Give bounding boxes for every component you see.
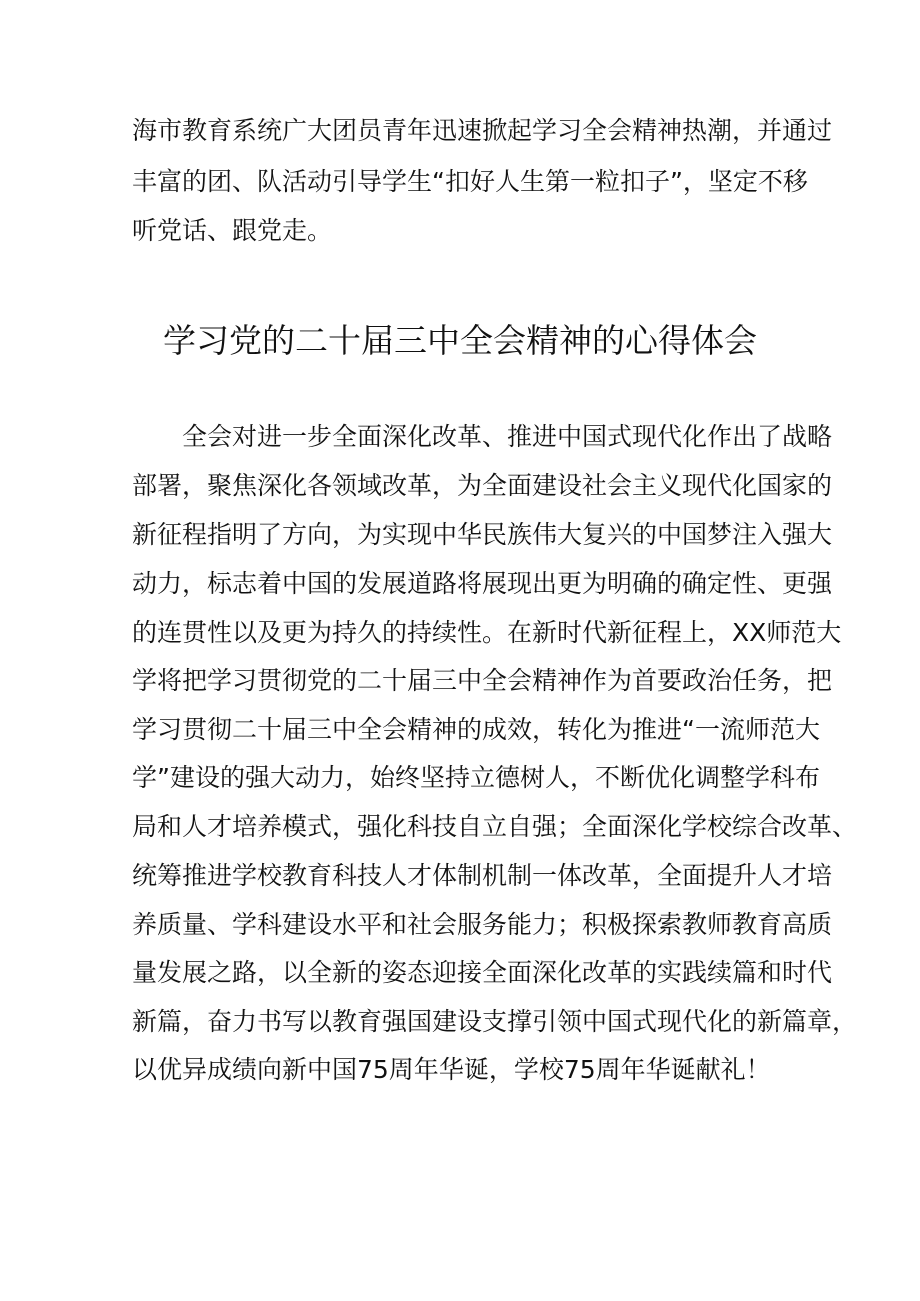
intro-line-2: 丰富的团、队活动引导学生“扣好人生第一粒扣子”，坚定不移 bbox=[132, 167, 808, 196]
body-line-12: 量发展之路，以全新的姿态迎接全面深化改革的实践续篇和时代 bbox=[132, 958, 833, 987]
document-title: 学习党的二十届三中全会精神的心得体会 bbox=[163, 321, 757, 360]
body-line-8: 学”建设的强大动力，始终坚持立德树人，不断优化调整学科布 bbox=[132, 763, 820, 792]
body-line-1: 全会对进一步全面深化改革、推进中国式现代化作出了战略 bbox=[132, 422, 833, 451]
body-line-5: 的连贯性以及更为持久的持续性。在新时代新征程上，XX师范大 bbox=[132, 618, 842, 647]
body-line-2: 部署，聚焦深化各领域改革，为全面建设社会主义现代化国家的 bbox=[132, 471, 833, 500]
body-line-4: 动力，标志着中国的发展道路将展现出更为明确的确定性、更强 bbox=[132, 569, 833, 598]
body-line-11: 养质量、学科建设水平和社会服务能力；积极探索教师教育高质 bbox=[132, 910, 833, 939]
body-line-10: 统筹推进学校教育科技人才体制机制一体改革，全面提升人才培 bbox=[132, 861, 833, 890]
body-line-6: 学将把学习贯彻党的二十届三中全会精神作为首要政治任务，把 bbox=[132, 666, 833, 695]
body-line-3: 新征程指明了方向，为实现中华民族伟大复兴的中国梦注入强大 bbox=[132, 520, 833, 549]
body-line-13: 新篇，奋力书写以教育强国建设支撑引领中国式现代化的新篇章， bbox=[132, 1007, 858, 1036]
body-line-9: 局和人才培养模式，强化科技自立自强；全面深化学校综合改革、 bbox=[132, 812, 858, 841]
intro-line-1: 海市教育系统广大团员青年迅速掀起学习全会精神热潮，并通过 bbox=[132, 116, 833, 145]
body-line-14: 以优异成绩向新中国75周年华诞，学校75周年华诞献礼！ bbox=[132, 1055, 771, 1084]
intro-line-3: 听党话、跟党走。 bbox=[132, 216, 333, 245]
body-line-7: 学习贯彻二十届三中全会精神的成效，转化为推进“一流师范大 bbox=[132, 715, 820, 744]
